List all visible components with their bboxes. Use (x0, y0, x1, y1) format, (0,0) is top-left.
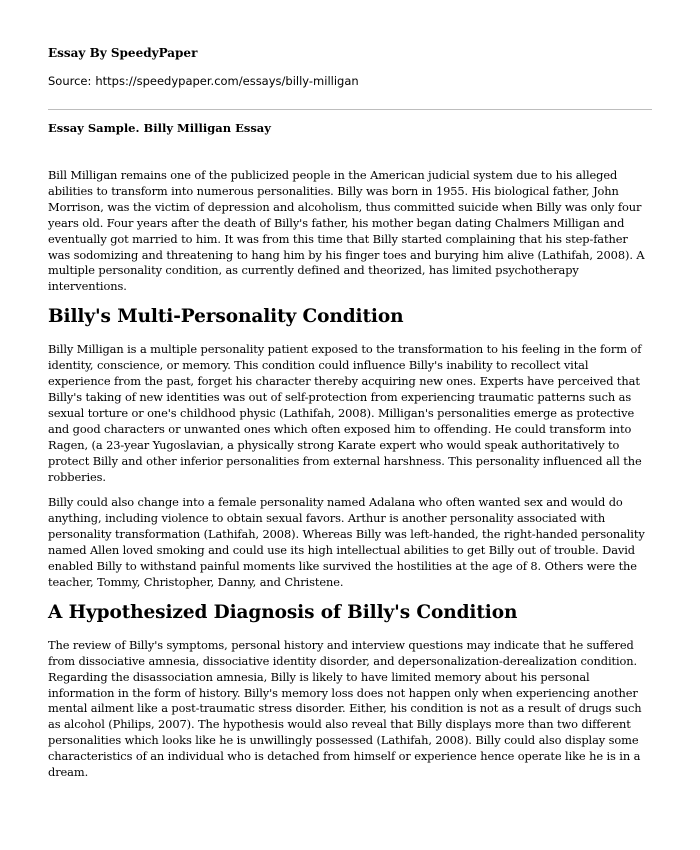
section-heading-multi-personality: Billy's Multi-Personality Condition (48, 306, 404, 328)
paragraph-diagnosis-1: The review of Billy's symptoms, personal history and interview questions may indicate that he suffered from dissociative amnesia, dissociative identity disorder, and depersonalization-derealization condition. Regarding the disassociation amnesia, Billy is likely to have limited memory about his personal information in the form of history. Billy's memory loss does not happen only when experiencing another mental ailment like a post-traumatic stress disorder. Either, his condition is not as a result of drugs such as alcohol (Philips, 2007). The hypothesis would also reveal that Billy displays more than two different personalities which looks like he is unwillingly possessed (Lathifah, 2008). Billy could also display some characteristics of an individual who is detached from himself or experience hence operate like he is in a dream. (48, 637, 642, 780)
paragraph-intro: Bill Milligan remains one of the publicized people in the American judicial system due to his alleged abilities to transform into numerous personalities. Billy was born in 1955. His biological father, John Morrison, was the victim of depression and alcoholism, thus committed suicide when Billy was only four years old. Four years after the death of Billy's father, his mother began dating Chalmers Milligan and eventually got married to him. It was from this time that Billy started complaining that his step-father was sodomizing and threatening to hang him by his finger toes and burying him alive (Lathifah, 2008). A multiple personality condition, as currently defined and theorized, has limited psychotherapy interventions. (48, 168, 645, 294)
source-line (48, 73, 652, 89)
brand-line: Essay By SpeedyPaper (48, 46, 198, 60)
document-header (48, 45, 652, 89)
source-url: https://speedypaper.com/essays/billy-milligan (95, 74, 359, 88)
essay-title: Essay Sample. Billy Milligan Essay (48, 121, 271, 135)
essay-body (48, 168, 652, 791)
section-heading-diagnosis: A Hypothesized Diagnosis of Billy's Condition (48, 601, 518, 623)
header-divider (48, 109, 652, 110)
paragraph-multi-personality-1: Billy Milligan is a multiple personality patient exposed to the transformation to his feeling in the form of identity, conscience, or memory. This condition could influence Billy's inability to recollect vital experience from the past, forget his character thereby acquiring new ones. Experts have perceived that Billy's taking of new identities was out of self-protection from experiencing traumatic patterns such as sexual torture or one's childhood physic (Lathifah, 2008). Milligan's personalities emerge as protective and good characters or unwanted ones which often exposed him to offending. He could transform into Ragen, (a 23-year Yugoslavian, a physically strong Karate expert who would speak authoritatively to protect Billy and other inferior personalities from external harshness. This personality influenced all the robberies. (48, 342, 642, 484)
paragraph-multi-personality-2: Billy could also change into a female personality named Adalana who often wanted sex and would do anything, including violence to obtain sexual favors. Arthur is another personality associated with personality transformation (Lathifah, 2008). Whereas Billy was left-handed, the right-handed personality named Allen loved smoking and could use its high intellectual abilities to get Billy out of trouble. David enabled Billy to withstand painful moments like survived the hostilities at the age of 8. Others were the teacher, Tommy, Christopher, Danny, and Christene. (48, 495, 645, 589)
source-label: Source: (48, 74, 92, 88)
